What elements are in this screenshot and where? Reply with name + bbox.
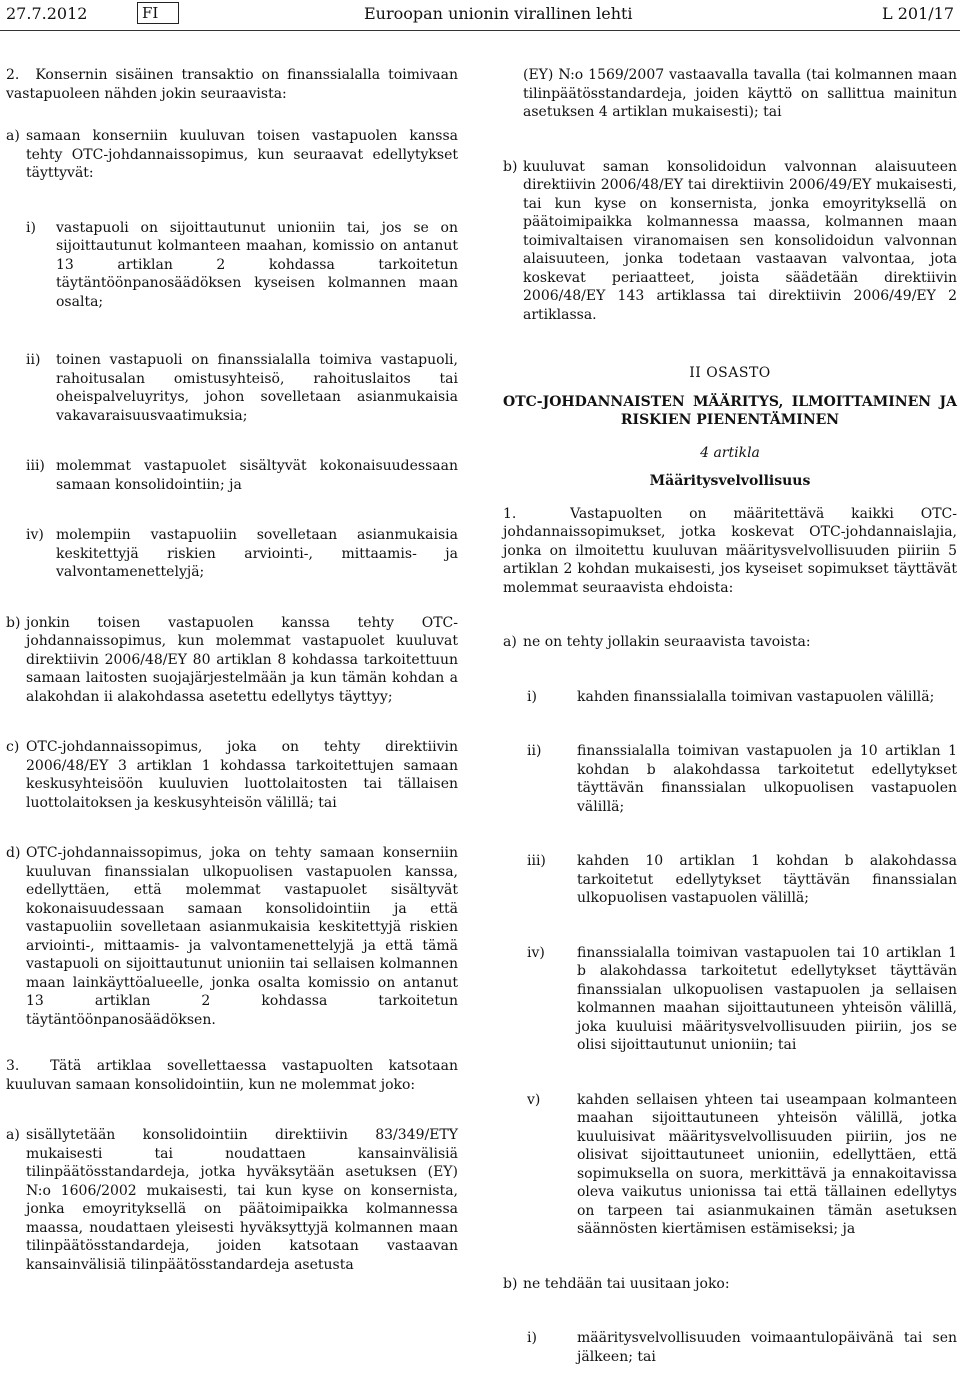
right-column — [503, 66, 957, 1366]
item-label: iii) — [26, 458, 45, 474]
paragraph-text: Vastapuolten on määritettävä kaikki OTC-johdannaissopimukset, jotka koskevat OTC-johdannaislajia, jonka on ilmoitettu kuuluvan määritysvelvollisuuden piiriin 5 artiklan 2 kohdan mukaisesti, jos kyseiset sopimukset täyttävät molemmat seuraavista ehdoista: — [503, 505, 957, 596]
item-text: finanssialalla toimivan vastapuolen tai 10 artiklan 1 b alakohdassa tarkoitetut edellytykset täyttävän finanssialan ulkopuolisen vastapuolen ja sellaisen kolmannen maahan sijoittautuneen yhteisön välillä, joka kuuluisi määritysvelvollisuuden piiriin, jos se olisi sijoittautunut unioniin; tai — [577, 944, 957, 1053]
paragraph-3 — [6, 1057, 458, 1094]
item-label: iv) — [527, 944, 545, 961]
list-item-ii — [527, 742, 957, 816]
item-label: b) — [503, 158, 518, 175]
list-item-iii — [26, 457, 458, 494]
item-label: b) — [503, 1275, 518, 1292]
item-text: sisällytetään konsolidointiin direktiivin 83/349/ETY mukaisesti tai noudattaen kansainvälisiä tilinpäätösstandardeja, jotka hyväksytään asetuksen (EY) N:o 1606/2002 mukaisesti, tai kun kyse on konsernista, jonka emoyrityksellä on päätoimipaikka kolmannessa maassa, noudattaen yleisesti hyväksyttyjä kolmannen maan tilinpäätösstandardeja, joiden katsotaan vastaavan kansainvälisiä tilinpäätösstandardeja asetusta — [26, 1127, 458, 1273]
list-item-d — [6, 844, 458, 1029]
item-text: jonkin toisen vastapuolen kanssa tehty OTC-johdannaissopimus, kun molemmat vastapuolet kuuluvat direktiivin 2006/48/EY 80 artiklan 8 kohdassa tarkoitettuun samaan laitosten suojajärjestelmään ja kun tämän kohdan a alakohdan ii alakohdassa asetettu edellytys täyttyy; — [26, 614, 458, 705]
item-text: toinen vastapuoli on finanssialalla toimiva vastapuoli, rahoitusalan omistusyhteisö, rahoituslaitos tai oheispalveluyritys, johon sovelletaan asianmukaisia vakavaraisuusvaatimuksia; — [56, 352, 458, 424]
item-text: määritysvelvollisuuden voimaantulopäivänä tai sen jälkeen; tai — [577, 1330, 957, 1365]
paragraph-text: Konsernin sisäinen transaktio on finanssialalla toimivaan vastapuoleen nähden jokin seuraavista: — [6, 67, 458, 102]
item-text: ne on tehty jollakin seuraavista tavoista: — [523, 634, 811, 650]
item-text: OTC-johdannaissopimus, joka on tehty samaan konserniin kuuluvan finanssialan ulkopuolisen vastapuolen kanssa, edellyttäen, että molemmat vastapuolet sisältyvät kokonaisuudessaan samaan konsolidointiin ja että vastapuoliin sovelletaan asianmukaisia keskitettyjä riskien arviointi-, mittaamis- ja valvontamenettelyjä ja että tämä vastapuoli on sijoittautunut unioniin tai sellaisen kolmannen maan lainkäyttöalueelle, jonka osalta komissio on antanut 13 artiklan 2 kohdassa tarkoitetun täytäntöönpanosäädöksen. — [26, 845, 458, 1028]
item-text: kahden finanssialalla toimivan vastapuolen välillä; — [577, 688, 935, 705]
item-label: a) — [6, 128, 20, 144]
item-label: i) — [527, 688, 537, 705]
list-item-b — [503, 158, 957, 325]
list-item-c — [6, 738, 458, 812]
item-text: kuuluvat saman konsolidoidun valvonnan alaisuuteen direktiivin 2006/48/EY tai direktiivin 2006/49/EY mukaisesti, tai kun kyse on konsernista, jonka emoyrityksellä on päätoimipaikka kolmannessa maassa, kolmannen maan toimivaltaisen viranomaisen sen konsolidoidun valvonnan alaisuuteen, jonka todetaan vastaavan valvontaa, jota koskevat periaatteet, joista säädetään direktiivin 2006/48/EY 143 artiklassa tai direktiivin 2006/49/EY 2 artiklassa. — [523, 158, 957, 323]
article-title: Määritysvelvollisuus — [649, 473, 811, 489]
item-label: v) — [527, 1091, 541, 1108]
list-item-i — [527, 688, 957, 707]
publication-date: 27.7.2012 — [6, 4, 88, 23]
list-item-i — [26, 219, 458, 312]
item-label: ii) — [26, 352, 41, 368]
article-number: 4 artikla — [700, 444, 760, 461]
item-text: vastapuoli on sijoittautunut unioniin tai, jos se on sijoittautunut kolmanteen maahan, komissio on antanut 13 artiklan 2 kohdassa tarkoitetun täytäntöönpanosäädöksen kyseisen kolmannen maan osalta; — [56, 219, 458, 310]
section-heading: II OSASTO — [689, 365, 771, 381]
paragraph-1 — [503, 505, 957, 598]
list-item-i2 — [527, 1329, 957, 1366]
list-item-b2 — [503, 1275, 957, 1294]
item-label: iv) — [26, 527, 44, 543]
item-label: i) — [26, 219, 36, 236]
item-text: kahden sellaisen yhteen tai useampaan kolmanteen maahan sijoittautuneen yhteisön välillä, jotka kuuluisivat määritysvelvollisuuden piiriin, jos ne olisivat sijoittautuneet unioniin, edellyttäen, että sopimuksella on suora, merkittävä ja ennakoitavissa oleva vaikutus unionissa tai että tällainen edellytys on tarpeen tai asianmukainen tämän asetuksen säännösten kiertämisen estämiseksi; ja — [577, 1091, 957, 1237]
item-label: i) — [527, 1330, 537, 1346]
journal-title: Euroopan unionin virallinen lehti — [364, 4, 633, 23]
list-item-ii — [26, 351, 458, 425]
list-item-iii — [527, 852, 957, 908]
item-text: kahden 10 artiklan 1 kohdan b alakohdassa tarkoitetut edellytykset täyttävän finanssialan ulkopuolisen vastapuolen välillä; — [577, 853, 957, 906]
item-text: molempiin vastapuoliin sovelletaan asianmukaisia keskitettyjä riskien arviointi-, mittaamis- ja valvontamenettelyjä; — [56, 527, 458, 580]
item-label: ii) — [527, 743, 542, 759]
paragraph-text: Tätä artiklaa sovellettaessa vastapuolten katsotaan kuuluvan samaan konsolidointiin, kun ne molemmat joko: — [6, 1058, 458, 1093]
paragraph-2 — [6, 66, 458, 103]
item-text: ne tehdään tai uusitaan joko: — [523, 1275, 730, 1292]
section-title: OTC-JOHDANNAISTEN MÄÄRITYS, ILMOITTAMINEN JA RISKIEN PIENENTÄMINEN — [503, 393, 957, 428]
list-item-a — [503, 633, 957, 652]
continued-text: (EY) N:o 1569/2007 vastaavalla tavalla (tai kolmannen maan tilinpäätösstandardeja, joiden käyttö on sallittua mainitun asetuksen 4 artiklan mukaisesti); tai — [523, 67, 957, 120]
item-text: finanssialalla toimivan vastapuolen ja 10 artiklan 1 kohdan b alakohdassa tarkoitetut edellytykset täyttävän finanssialan ulkopuolisen vastapuolen välillä; — [577, 743, 957, 815]
paragraph-number: 3. — [6, 1058, 20, 1074]
item-text: OTC-johdannaissopimus, joka on tehty direktiivin 2006/48/EY 3 artiklan 1 kohdassa tarkoitettujen samaan keskusyhteisöön kuuluvien luottolaitosten tai tällaisen luottolaitoksen ja keskusyhteisön välillä; tai — [26, 739, 458, 811]
page-number: L 201/17 — [882, 4, 954, 23]
list-item-iv — [26, 526, 458, 582]
item-label: d) — [6, 845, 21, 861]
item-label: b) — [6, 614, 21, 631]
page-header — [0, 0, 960, 32]
language-badge: FI — [137, 2, 179, 24]
paragraph-number: 2. — [6, 67, 20, 83]
paragraph-number: 1. — [503, 505, 517, 522]
item-label: iii) — [527, 853, 546, 869]
list-item-v — [527, 1091, 957, 1239]
list-item-iv — [527, 944, 957, 1055]
list-item-a2 — [6, 1126, 458, 1274]
item-label: a) — [6, 1127, 20, 1143]
item-label: c) — [6, 739, 20, 755]
header-rule — [0, 30, 960, 31]
item-text: samaan konserniin kuuluvan toisen vastapuolen kanssa tehty OTC-johdannaissopimus, kun seuraavat edellytykset täyttyvät: — [26, 128, 458, 181]
left-column — [6, 66, 458, 1274]
item-text: molemmat vastapuolet sisältyvät kokonaisuudessaan samaan konsolidointiin; ja — [56, 458, 458, 493]
item-label: a) — [503, 634, 517, 650]
list-item-b — [6, 614, 458, 707]
list-item-a — [6, 127, 458, 183]
